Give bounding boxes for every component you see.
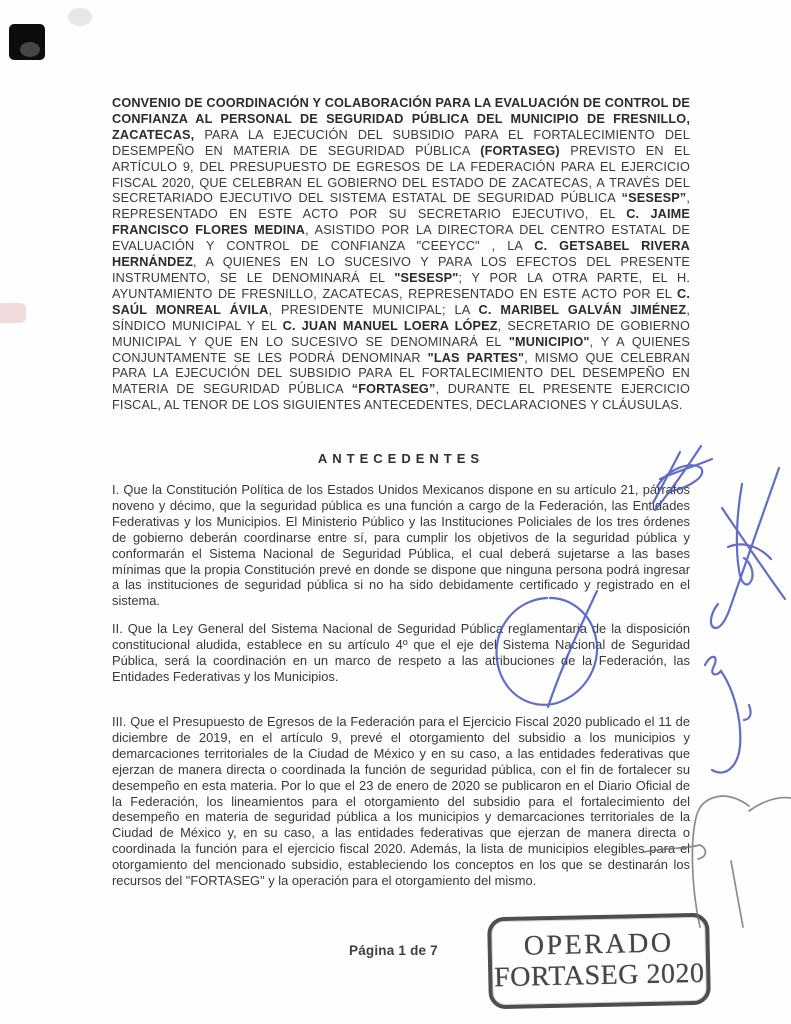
antecedente-paragraph-2: II. Que la Ley General del Sistema Nacional de Seguridad Pública reglamentaria de la disposición constitucional aludida, establece en su artículo 4º que el eje del Sistema Nacional de Seguridad Pública, será la coordinación en un marco de respeto a las atribuciones de la Federación, las Entidades Federativas y los Municipios.	[112, 621, 690, 684]
scan-smudge	[0, 303, 26, 323]
antecedente-paragraph-3: III. Que el Presupuesto de Egresos de la Federación para el Ejercicio Fiscal 2020 publicado el 11 de diciembre de 2019, en el artículo 9, prevé el otorgamiento del subsidio a los municipios y demarcaciones territoriales de la Ciudad de México y en su caso, a las entidades federativas que ejerzan de manera directa o coordinada la función de seguridad pública, con el fin de fortalecer su desempeño en esta materia. Por lo que el 23 de enero de 2020 se publicaron en el Diario Oficial de la Federación, los lineamientos para el otorgamiento del subsidio para el fortalecimiento del desempeño en materia de seguridad pública a los municipios y demarcaciones territoriales de la Ciudad de México y, en su caso, a las entidades federativas que ejerzan de manera directa o coordinada la función para el ejercicio fiscal 2020. Además, la lista de municipios elegibles para el otorgamiento del mencionado subsidio, estableciendo los conceptos en los que se destinarán los recursos del "FORTASEG" y la operación para el otorgamiento del mismo.	[112, 714, 690, 889]
agreement-title-paragraph: CONVENIO DE COORDINACIÓN Y COLABORACIÓN PARA LA EVALUACIÓN DE CONTROL DE CONFIANZA AL PERSONAL DE SEGURIDAD PÚBLICA DEL MUNICIPIO DE FRESNILLO, ZACATECAS, PARA LA EJECUCIÓN DEL SUBSIDIO PARA EL FORTALECIMIENTO DEL DESEMPEÑO EN MATERIA DE SEGURIDAD PÚBLICA (FORTASEG) PREVISTO EN EL ARTÍCULO 9, DEL PRESUPUESTO DE EGRESOS DE LA FEDERACIÓN PARA EL EJERCICIO FISCAL 2020, QUE CELEBRAN EL GOBIERNO DEL ESTADO DE ZACATECAS, A TRAVÉS DEL SECRETARIADO EJECUTIVO DEL SISTEMA ESTATAL DE SEGURIDAD PÚBLICA “SESESP”, REPRESENTADO EN ESTE ACTO POR SU SECRETARIO EJECUTIVO, EL C. JAIME FRANCISCO FLORES MEDINA, ASISTIDO POR LA DIRECTORA DEL CENTRO ESTATAL DE EVALUACIÓN Y CONTROL DE CONFIANZA "CEEYCC" , LA C. GETSABEL RIVERA HERNÁNDEZ, A QUIENES EN LO SUCESIVO Y PARA LOS EFECTOS DEL PRESENTE INSTRUMENTO, SE LE DENOMINARÁ EL "SESESP"; Y POR LA OTRA PARTE, EL H. AYUNTAMIENTO DE FRESNILLO, ZACATECAS, REPRESENTADO EN ESTE ACTO POR EL C. SAÚL MONREAL ÁVILA, PRESIDENTE MUNICIPAL; LA C. MARIBEL GALVÁN JIMÉNEZ, SÍNDICO MUNICIPAL Y EL C. JUAN MANUEL LOERA LÓPEZ, SECRETARIO DE GOBIERNO MUNICIPAL Y QUE EN LO SUCESIVO SE DENOMINARÁ EL "MUNICIPIO", Y A QUIENES CONJUNTAMENTE SE LES PODRÁ DENOMINAR "LAS PARTES", MISMO QUE CELEBRAN PARA LA EJECUCIÓN DEL SUBSIDIO PARA EL FORTALECIMIENTO DEL DESEMPEÑO EN MATERIA DE SEGURIDAD PÚBLICA “FORTASEG”, DURANTE EL PRESENTE EJERCICIO FISCAL, AL TENOR DE LOS SIGUIENTES ANTECEDENTES, DECLARACIONES Y CLÁUSULAS.	[112, 96, 691, 413]
antecedente-paragraph-1: I. Que la Constitución Política de los Estados Unidos Mexicanos dispone en su artículo 21, párrafos noveno y décimo, que la seguridad pública es una función a cargo de la Federación, las Entidades Federativas y los Municipios. El Ministerio Público y las Instituciones Policiales de los tres órdenes de gobierno deberán coordinarse entre sí, para cumplir los objetivos de la seguridad pública y conformarán el Sistema Nacional de Seguridad Pública, el cual deberá sujetarse a las bases mínimas que la propia Constitución prevé en donde se dispone que ninguna persona podrá ingresar a las instituciones de seguridad pública si no ha sido debidamente certificado y registrado en el sistema.	[112, 482, 690, 609]
signature-flourish	[711, 468, 785, 628]
section-heading-antecedentes: ANTECEDENTES	[317, 451, 485, 466]
signature-s-curve	[705, 657, 751, 773]
scan-smudge	[68, 8, 92, 26]
page-number: Página 1 de 7	[349, 943, 438, 958]
scan-smudge	[20, 42, 40, 57]
operado-fortaseg-stamp	[487, 913, 711, 1010]
stamp-line-2: FORTASEG 2020	[493, 957, 705, 994]
stamp-line-1: OPERADO	[523, 927, 674, 962]
